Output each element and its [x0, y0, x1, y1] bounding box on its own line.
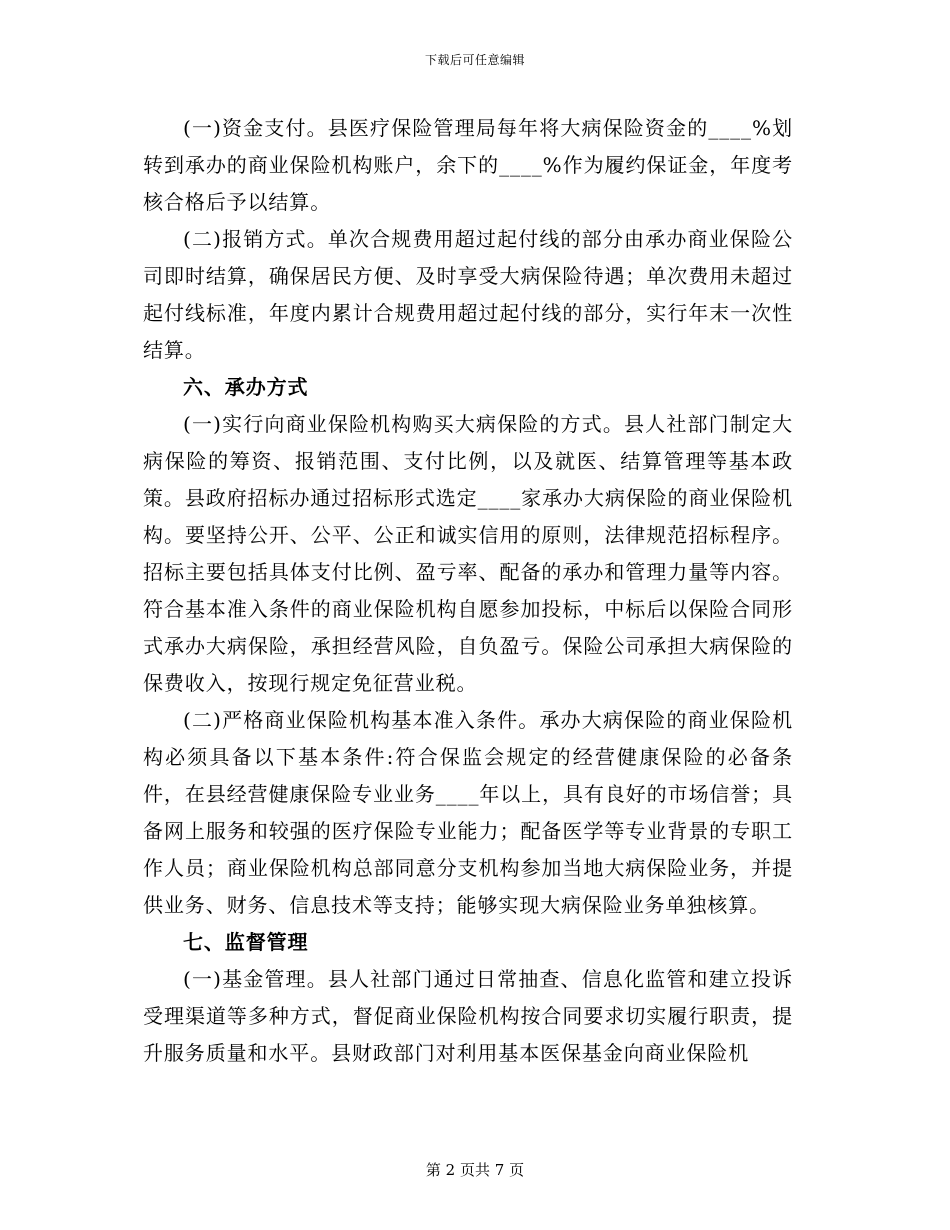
paragraph-purchase-method: (一)实行向商业保险机构购买大病保险的方式。县人社部门制定大病保险的筹资、报销范围、支付比例，以及就医、结算管理等基本政策。县政府招标办通过招标形式选定____家承办大病保险的商业保险机构。要坚持公开、公平、公正和诚实信用的原则，法律规范招标程序。招标主要包括具体支付比例、盈亏率、配备的承办和管理力量等内容。符合基本准入条件的商业保险机构自愿参加投标，中标后以保险合同形式承办大病保险，承担经营风险，自负盈亏。保险公司承担大病保险的保费收入，按现行规定免征营业税。 [143, 412, 793, 695]
document-body [143, 110, 793, 1072]
paragraph-access-conditions: (二)严格商业保险机构基本准入条件。承办大病保险的商业保险机构必须具备以下基本条件:符合保监会规定的经营健康保险的必备条件，在县经营健康保险专业业务____年以上，具有良好的市场信誉；具备网上服务和较强的医疗保险专业能力；配备医学等专业背景的专职工作人员；商业保险机构总部同意分支机构参加当地大病保险业务，并提供业务、财务、信息技术等支持；能够实现大病保险业务单独核算。 [143, 708, 793, 917]
section-heading-supervision: 七、监督管理 [183, 930, 309, 954]
page-header: 下载后可任意编辑 [424, 53, 525, 67]
paragraph-fund-payment: (一)资金支付。县医疗保险管理局每年将大病保险资金的____%划转到承办的商业保险机构账户，余下的____%作为履约保证金，年度考核合格后予以结算。 [143, 116, 793, 214]
section-heading-undertaking-method: 六、承办方式 [183, 375, 309, 399]
paragraph-reimbursement-method: (二)报销方式。单次合规费用超过起付线的部分由承办商业保险公司即时结算，确保居民方便、及时享受大病保险待遇；单次费用未超过起付线标准，年度内累计合规费用超过起付线的部分，实行年末一次性结算。 [143, 227, 793, 362]
paragraph-fund-management: (一)基金管理。县人社部门通过日常抽查、信息化监管和建立投诉受理渠道等多种方式，督促商业保险机构按合同要求切实履行职责，提升服务质量和水平。县财政部门对利用基本医保基金向商业保险机 [143, 967, 793, 1065]
page-footer: 第 2 页共 7 页 [425, 1161, 525, 1179]
